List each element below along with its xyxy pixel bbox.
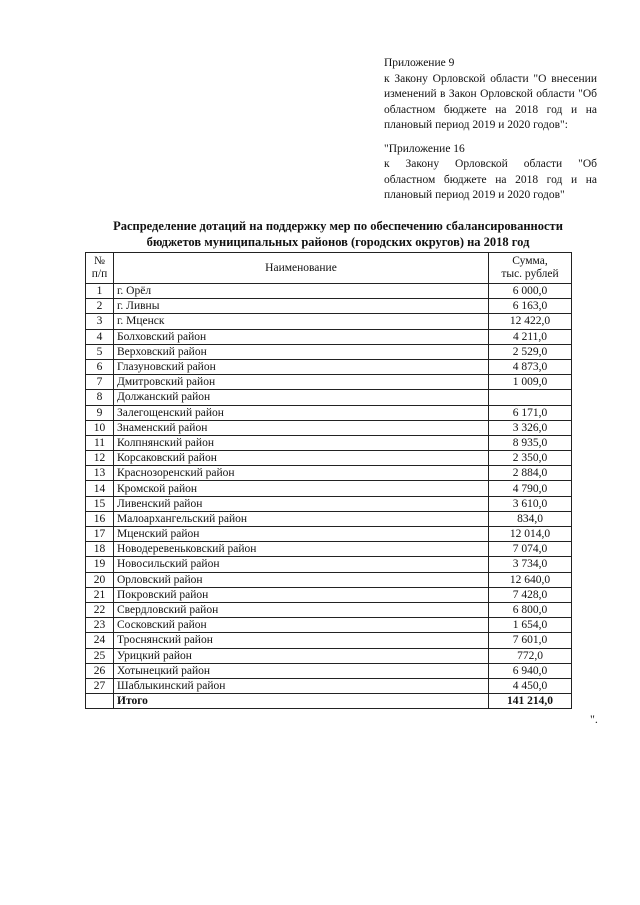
header-name: Наименование — [114, 253, 489, 284]
row-number: 27 — [86, 678, 114, 693]
row-amount: 2 350,0 — [489, 451, 572, 466]
row-name: Краснозоренский район — [114, 466, 489, 481]
row-name: Свердловский район — [114, 602, 489, 617]
row-number: 8 — [86, 390, 114, 405]
header-amount — [489, 253, 572, 284]
table-row — [86, 314, 572, 329]
row-amount: 1 009,0 — [489, 375, 572, 390]
table-row — [86, 375, 572, 390]
row-number: 19 — [86, 557, 114, 572]
row-name: Троснянский район — [114, 633, 489, 648]
row-amount: 772,0 — [489, 648, 572, 663]
row-name: Корсаковский район — [114, 451, 489, 466]
table-row — [86, 420, 572, 435]
row-number: 25 — [86, 648, 114, 663]
row-amount: 4 211,0 — [489, 329, 572, 344]
row-name: г. Мценск — [114, 314, 489, 329]
row-amount: 2 529,0 — [489, 344, 572, 359]
header-number-line-2: п/п — [91, 268, 108, 280]
row-amount: 3 610,0 — [489, 496, 572, 511]
row-amount: 12 422,0 — [489, 314, 572, 329]
table-row — [86, 527, 572, 542]
document-title — [70, 218, 606, 250]
row-name: Малоархангельский район — [114, 511, 489, 526]
row-number — [86, 694, 114, 709]
row-amount — [489, 390, 572, 405]
row-number: 16 — [86, 511, 114, 526]
table-row — [86, 663, 572, 678]
table-total-row — [86, 694, 572, 709]
row-amount: 6 171,0 — [489, 405, 572, 420]
row-name: г. Орёл — [114, 284, 489, 299]
row-name: Мценский район — [114, 527, 489, 542]
row-number: 1 — [86, 284, 114, 299]
row-name: Залегощенский район — [114, 405, 489, 420]
row-number: 22 — [86, 602, 114, 617]
row-name: Новосильский район — [114, 557, 489, 572]
row-number: 15 — [86, 496, 114, 511]
header-number — [86, 253, 114, 284]
table-row — [86, 633, 572, 648]
row-name: Колпнянский район — [114, 435, 489, 450]
table-row — [86, 587, 572, 602]
table-row — [86, 284, 572, 299]
row-amount: 4 790,0 — [489, 481, 572, 496]
title-line-1: Распределение дотаций на поддержку мер по обеспечению сбалансированности — [113, 219, 563, 233]
row-name: Шаблыкинский район — [114, 678, 489, 693]
header-amount-line-2: тыс. рублей — [501, 268, 559, 280]
table-row — [86, 390, 572, 405]
row-name: Итого — [114, 694, 489, 709]
row-number: 7 — [86, 375, 114, 390]
table-row — [86, 481, 572, 496]
annex-9-body: к Закону Орловской области "О внесении изменений в Закон Орловской области "Об областном бюджете на 2018 год и на плановый период 2019 и 2020 годов": — [384, 72, 597, 131]
table-row — [86, 572, 572, 587]
table-row — [86, 678, 572, 693]
table-row — [86, 329, 572, 344]
table-row — [86, 618, 572, 633]
row-amount: 6 940,0 — [489, 663, 572, 678]
annex-9-label: Приложение 9 — [384, 57, 455, 69]
row-amount: 4 450,0 — [489, 678, 572, 693]
row-amount: 7 428,0 — [489, 587, 572, 602]
table-row — [86, 602, 572, 617]
row-name: Глазуновский район — [114, 359, 489, 374]
row-amount: 3 326,0 — [489, 420, 572, 435]
row-number: 11 — [86, 435, 114, 450]
row-number: 14 — [86, 481, 114, 496]
row-number: 5 — [86, 344, 114, 359]
row-amount: 141 214,0 — [489, 694, 572, 709]
row-name: Верховский район — [114, 344, 489, 359]
table-row — [86, 299, 572, 314]
row-number: 12 — [86, 451, 114, 466]
subsidy-table — [85, 252, 572, 709]
table-row — [86, 557, 572, 572]
row-amount: 3 734,0 — [489, 557, 572, 572]
row-number: 21 — [86, 587, 114, 602]
row-name: Хотынецкий район — [114, 663, 489, 678]
row-number: 20 — [86, 572, 114, 587]
row-name: Урицкий район — [114, 648, 489, 663]
row-name: Знаменский район — [114, 420, 489, 435]
row-number: 24 — [86, 633, 114, 648]
row-amount: 6 800,0 — [489, 602, 572, 617]
table-header-row — [86, 253, 572, 284]
row-name: Кромской район — [114, 481, 489, 496]
row-number: 3 — [86, 314, 114, 329]
table-body — [86, 284, 572, 709]
header-number-line-1: № — [94, 255, 105, 267]
row-amount: 8 935,0 — [489, 435, 572, 450]
row-number: 2 — [86, 299, 114, 314]
annex-16-label: "Приложение 16 — [384, 142, 465, 155]
annex-block — [384, 56, 597, 204]
row-amount: 4 873,0 — [489, 359, 572, 374]
row-amount: 1 654,0 — [489, 618, 572, 633]
closing-quote-mark: ". — [590, 712, 598, 726]
row-name: Новодеревеньковский район — [114, 542, 489, 557]
row-name: Сосковский район — [114, 618, 489, 633]
row-amount: 834,0 — [489, 511, 572, 526]
row-amount: 12 014,0 — [489, 527, 572, 542]
table-row — [86, 511, 572, 526]
row-amount: 12 640,0 — [489, 572, 572, 587]
header-amount-line-1: Сумма, — [512, 255, 548, 267]
table-row — [86, 496, 572, 511]
row-number: 4 — [86, 329, 114, 344]
row-amount: 6 000,0 — [489, 284, 572, 299]
row-number: 23 — [86, 618, 114, 633]
table-row — [86, 359, 572, 374]
row-number: 18 — [86, 542, 114, 557]
row-amount: 7 601,0 — [489, 633, 572, 648]
table-row — [86, 405, 572, 420]
table-row — [86, 451, 572, 466]
row-name: Должанский район — [114, 390, 489, 405]
table-row — [86, 542, 572, 557]
table-row — [86, 648, 572, 663]
title-line-2: бюджетов муниципальных районов (городских округов) на 2018 год — [146, 235, 530, 249]
annex-16-body: к Закону Орловской области "Об областном бюджете на 2018 год и на плановый период 2019 и 2020 годов" — [384, 158, 597, 201]
table-row — [86, 435, 572, 450]
row-number: 6 — [86, 359, 114, 374]
table-row — [86, 466, 572, 481]
row-number: 9 — [86, 405, 114, 420]
row-name: Покровский район — [114, 587, 489, 602]
row-name: Болховский район — [114, 329, 489, 344]
row-number: 26 — [86, 663, 114, 678]
row-amount: 6 163,0 — [489, 299, 572, 314]
row-number: 17 — [86, 527, 114, 542]
row-number: 13 — [86, 466, 114, 481]
row-name: Дмитровский район — [114, 375, 489, 390]
row-name: Ливенский район — [114, 496, 489, 511]
row-name: Орловский район — [114, 572, 489, 587]
row-name: г. Ливны — [114, 299, 489, 314]
row-number: 10 — [86, 420, 114, 435]
table-row — [86, 344, 572, 359]
row-amount: 7 074,0 — [489, 542, 572, 557]
row-amount: 2 884,0 — [489, 466, 572, 481]
